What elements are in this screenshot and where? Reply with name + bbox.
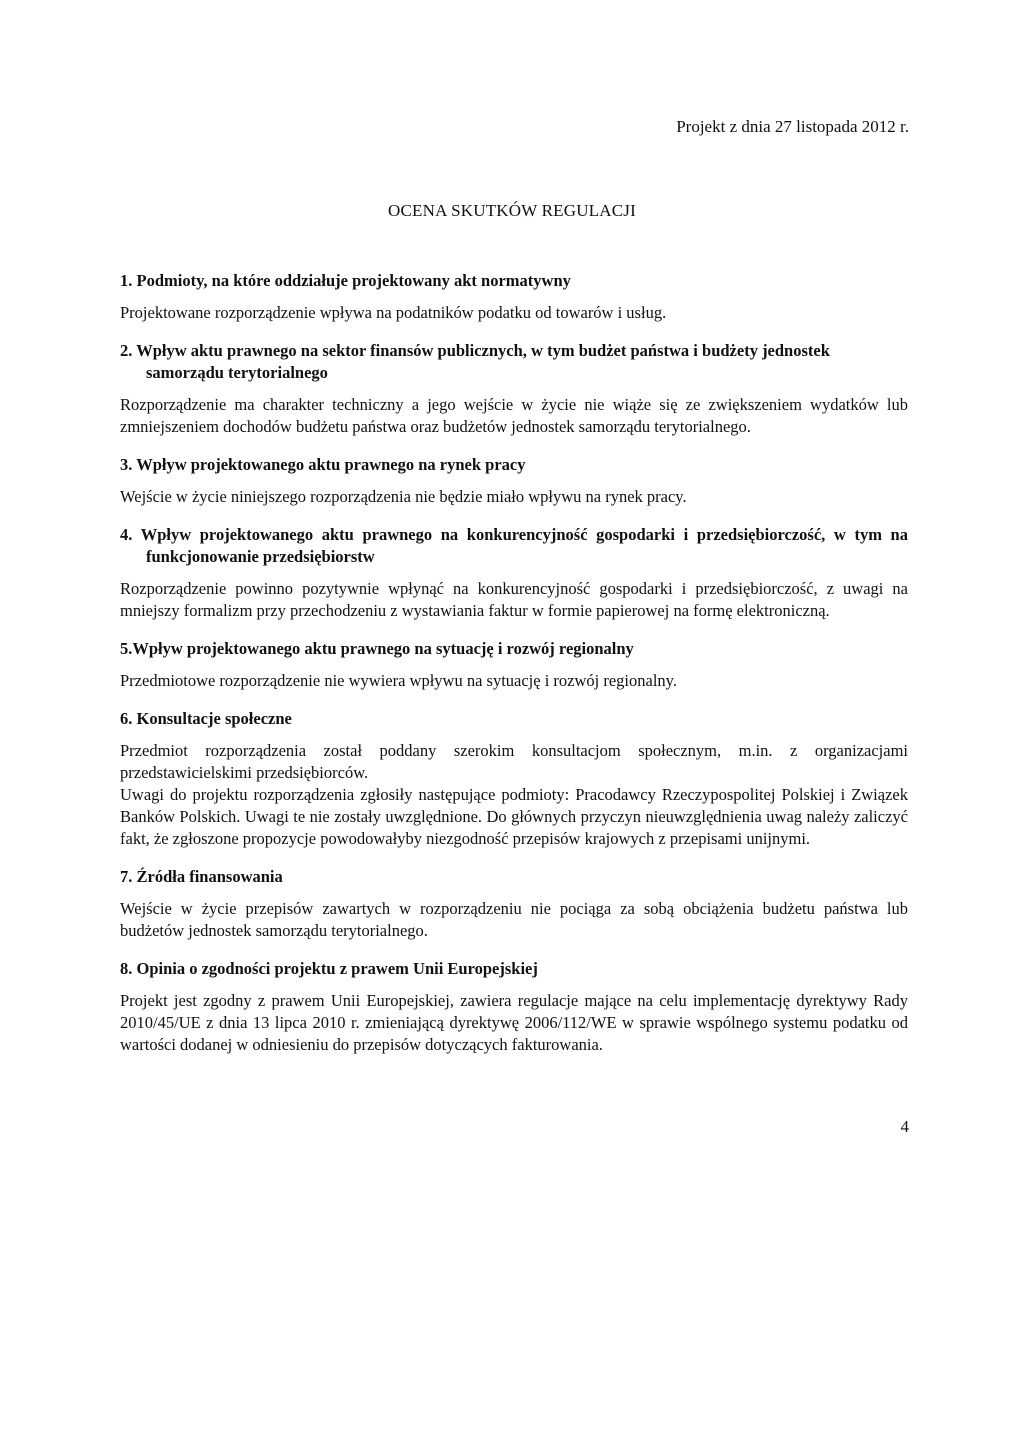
section-title: Podmioty, na które oddziałuje projektowany akt normatywny	[136, 271, 571, 290]
section-8	[120, 958, 908, 1056]
section-title: Opinia o zgodności projektu z prawem Unii Europejskiej	[136, 959, 538, 978]
section-heading	[120, 958, 908, 980]
paragraph: Rozporządzenie powinno pozytywnie wpłynąć na konkurencyjność gospodarki i przedsiębiorczość, z uwagi na mniejszy formalizm przy przechodzeniu z wystawiania faktur w formie papierowej na formę elektroniczną.	[120, 579, 908, 620]
document-date: Projekt z dnia 27 listopada 2012 r.	[676, 117, 909, 136]
section-2	[120, 340, 908, 438]
section-body	[120, 578, 908, 622]
section-number: 8.	[120, 959, 133, 978]
section-heading	[120, 270, 908, 292]
paragraph: Uwagi do projektu rozporządzenia zgłosiły następujące podmioty: Pracodawcy Rzeczypospolitej Polskiej i Związek Banków Polskich. Uwagi te nie zostały uwzględnione. Do głównych przyczyn nieuwzględnienia uwag należy zaliczyć fakt, że zgłoszone propozycje powodowałyby niezgodność przepisów krajowych z przepisami unijnymi.	[120, 785, 908, 848]
section-1	[120, 270, 908, 324]
section-6	[120, 708, 908, 850]
section-body	[120, 898, 908, 942]
section-heading	[120, 708, 908, 730]
paragraph: Projektowane rozporządzenie wpływa na podatników podatku od towarów i usług.	[120, 303, 667, 322]
section-4	[120, 524, 908, 622]
section-body	[120, 990, 908, 1056]
section-heading	[120, 638, 908, 660]
section-3	[120, 454, 908, 508]
section-title: Wpływ aktu prawnego na sektor finansów publicznych, w tym budżet państwa i budżety jednostek samorządu terytorialnego	[136, 341, 830, 382]
section-number: 3.	[120, 455, 133, 474]
section-body	[120, 394, 908, 438]
document-content	[120, 270, 908, 1072]
paragraph: Rozporządzenie ma charakter techniczny a jego wejście w życie nie wiąże się ze zwiększeniem wydatków lub zmniejszeniem dochodów budżetu państwa oraz budżetów jednostek samorządu terytorialnego.	[120, 395, 908, 436]
section-number: 4.	[120, 525, 133, 544]
section-number: 6.	[120, 709, 133, 728]
section-5	[120, 638, 908, 692]
section-title: Źródła finansowania	[136, 867, 283, 886]
section-number: 1.	[120, 271, 133, 290]
section-heading	[120, 454, 908, 476]
section-body	[120, 302, 908, 324]
page-number: 4	[900, 1117, 909, 1136]
paragraph: Przedmiotowe rozporządzenie nie wywiera wpływu na sytuację i rozwój regionalny.	[120, 671, 677, 690]
section-title: Wpływ projektowanego aktu prawnego na rynek pracy	[136, 455, 526, 474]
section-number: 7.	[120, 867, 133, 886]
section-heading	[120, 340, 908, 384]
section-body	[120, 740, 908, 850]
section-number: 5.	[120, 639, 133, 658]
section-title: Wpływ projektowanego aktu prawnego na sytuację i rozwój regionalny	[132, 639, 634, 658]
paragraph: Przedmiot rozporządzenia został poddany szerokim konsultacjom społecznym, m.in. z organizacjami przedstawicielskimi przedsiębiorców.	[120, 741, 908, 782]
section-body	[120, 670, 908, 692]
section-title: Wpływ projektowanego aktu prawnego na konkurencyjność gospodarki i przedsiębiorczość, w tym na funkcjonowanie przedsiębiorstw	[140, 525, 908, 566]
section-number: 2.	[120, 341, 133, 360]
section-body	[120, 486, 908, 508]
section-heading	[120, 524, 908, 568]
section-title: Konsultacje społeczne	[136, 709, 292, 728]
paragraph: Wejście w życie przepisów zawartych w rozporządzeniu nie pociąga za sobą obciążenia budżetu państwa lub budżetów jednostek samorządu terytorialnego.	[120, 899, 908, 940]
document-title: OCENA SKUTKÓW REGULACJI	[388, 201, 636, 220]
paragraph: Wejście w życie niniejszego rozporządzenia nie będzie miało wpływu na rynek pracy.	[120, 487, 687, 506]
section-7	[120, 866, 908, 942]
paragraph: Projekt jest zgodny z prawem Unii Europejskiej, zawiera regulacje mające na celu implementację dyrektywy Rady 2010/45/UE z dnia 13 lipca 2010 r. zmieniającą dyrektywę 2006/112/WE w sprawie wspólnego systemu podatku od wartości dodanej w odniesieniu do przepisów dotyczących fakturowania.	[120, 991, 908, 1054]
section-heading	[120, 866, 908, 888]
